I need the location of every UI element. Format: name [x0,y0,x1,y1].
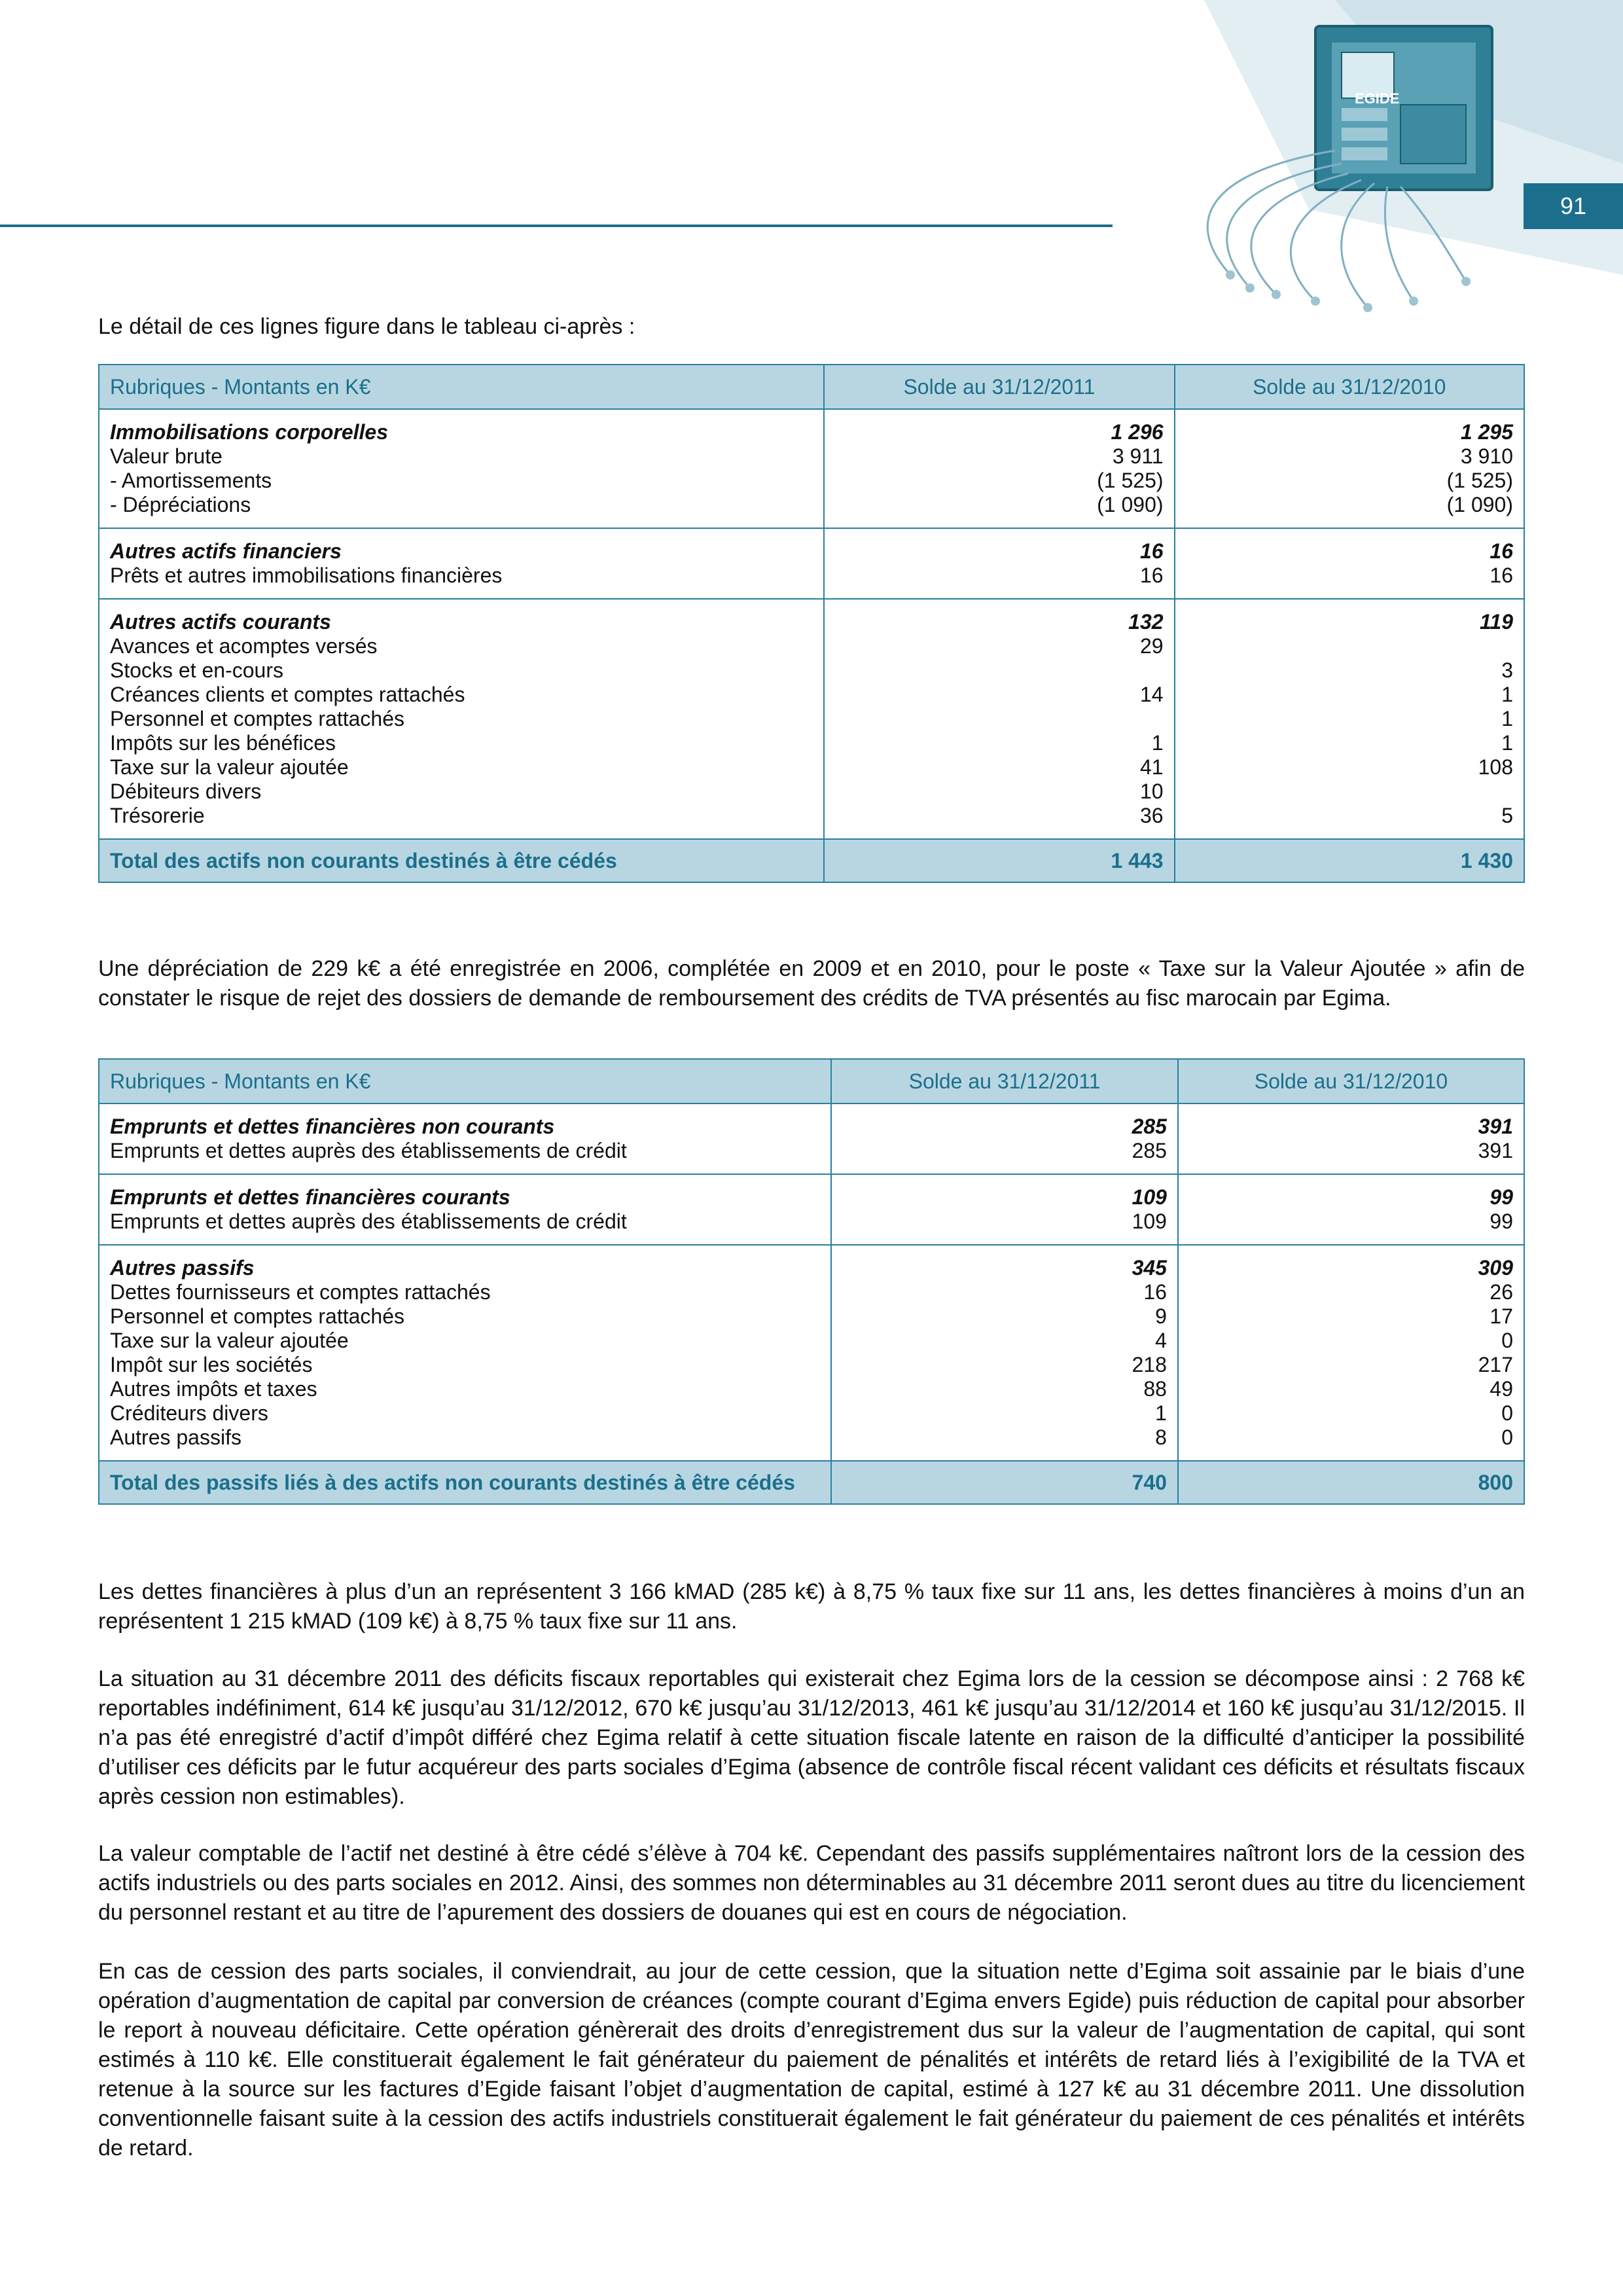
header-2010: Solde au 31/12/2010 [1178,1059,1524,1103]
section-values-2011 [824,409,1174,528]
section-values-2011 [824,528,1174,599]
row-label: Autres passifs [110,1426,241,1449]
row-value: 1 [1151,731,1164,755]
row-label: Valeur brute [110,444,223,468]
row-value: 0 [1501,1329,1513,1352]
row-value: 217 [1478,1353,1513,1376]
section-values-2011 [831,1245,1178,1461]
header-2011: Solde au 31/12/2011 [824,365,1174,409]
row-value: 218 [1132,1353,1167,1376]
header-illustration [1139,0,1623,327]
row-value: 99 [1489,1185,1513,1209]
header-2010: Solde au 31/12/2010 [1175,365,1524,409]
row-label: Autres actifs courants [110,610,331,634]
row-value: 345 [1132,1256,1167,1280]
row-value: 41 [1139,755,1164,779]
row-value: 88 [1143,1377,1167,1401]
section-values-2010 [1178,1103,1524,1174]
row-label: Taxe sur la valeur ajoutée [110,1329,349,1352]
section-labels [99,528,824,599]
row-value: 3 911 [1112,444,1164,468]
row-value: 17 [1489,1304,1513,1328]
row-label: Trésorerie [110,804,205,827]
header-rubriques: Rubriques - Montants en K€ [99,365,824,409]
row-label: Impôt sur les sociétés [110,1353,313,1376]
row-label: Personnel et comptes rattachés [110,1304,405,1328]
row-value: 1 [1501,707,1513,730]
row-label: Emprunts et dettes financières non courants [110,1115,555,1138]
row-value: 119 [1479,610,1513,634]
total-label: Total des passifs liés à des actifs non courants destinés à être cédés [99,1461,831,1504]
table-section [99,599,1524,839]
header-2011: Solde au 31/12/2011 [831,1059,1178,1103]
liabilities-table [98,1058,1525,1505]
row-label: Prêts et autres immobilisations financières [110,564,503,587]
row-value: 29 [1139,634,1164,658]
paragraph-share-sale: En cas de cession des parts sociales, il conviendrait, au jour de cette cession, que la situation nette d’Egima soit assainie par le biais d’une opération d’augmentation de capital par conversion de créances (compte courant d’Egima envers Egide) puis réduction de capital pour absorber le report à nouveau déficitaire. Cette opération génèrerait des droits d’enregistrement dus sur la valeur de l’augmentation de capital, qui sont estimés à 110 k€. Elle constituerait également le fait générateur du paiement de pénalités et intérêts de retard liés à l’exigibilité de la TVA et retenue à la source sur les factures d’Egide faisant l’objet d’augmentation de capital, estimé à 127 k€ au 31 décembre 2011. Une dissolution conventionnelle faisant suite à la cession des actifs industriels constituerait également le fait générateur du paiement de ces pénalités et intérêts de retard. [98,1959,1525,2161]
table-header-row [99,365,1524,409]
row-value: 391 [1478,1115,1513,1138]
section-labels [99,1103,831,1174]
row-value: 10 [1139,780,1164,803]
table-header-row [99,1059,1524,1103]
header-rubriques: Rubriques - Montants en K€ [99,1059,831,1103]
row-value: (1 525) [1097,469,1164,492]
row-value: (1 525) [1446,469,1513,492]
total-value-2011: 740 [831,1461,1178,1504]
row-value: 49 [1489,1377,1513,1401]
section-labels [99,409,824,528]
row-value: 3 910 [1460,444,1513,468]
row-value: 9 [1155,1304,1167,1328]
row-value: 1 [1501,731,1513,755]
row-label: Emprunts et dettes auprès des établissements de crédit [110,1139,627,1162]
intro-text: Le détail de ces lignes figure dans le tableau ci-après : [98,314,635,339]
row-value: 1 [1155,1401,1167,1425]
row-label: Dettes fournisseurs et comptes rattachés [110,1280,491,1304]
section-values-2011 [831,1103,1178,1174]
table-section [99,409,1524,528]
row-label: Débiteurs divers [110,780,262,803]
row-value: 109 [1132,1185,1167,1209]
row-value: 108 [1478,755,1513,779]
section-labels [99,1174,831,1245]
table-section [99,1245,1524,1461]
section-labels [99,1245,831,1461]
paragraph-financial-debts: Les dettes financières à plus d’un an représentent 3 166 kMAD (285 k€) à 8,75 % taux fixe sur 11 ans, les dettes financières à moins d’un an représentent 1 215 kMAD (109 k€) à 8,75 % taux fixe sur 11 ans. [98,1579,1525,1634]
row-value: (1 090) [1446,493,1513,516]
row-label: Autres actifs financiers [110,539,342,563]
row-label: Avances et acomptes versés [110,634,378,658]
row-value: 16 [1489,564,1513,587]
row-value: 285 [1132,1139,1167,1162]
row-label: Stocks et en-cours [110,658,283,682]
table-total-row [99,839,1524,882]
row-value [1186,634,1513,658]
table-section [99,1103,1524,1174]
row-value: 99 [1489,1210,1513,1233]
section-values-2010 [1178,1245,1524,1461]
section-values-2011 [831,1174,1178,1245]
page-number: 91 [1524,183,1623,229]
row-value: (1 090) [1097,493,1164,516]
total-value-2010: 800 [1178,1461,1524,1504]
row-value: 16 [1143,1280,1167,1304]
section-values-2010 [1178,1174,1524,1245]
row-value: 14 [1139,683,1164,706]
row-value: 309 [1478,1256,1513,1280]
row-value: 16 [1139,564,1164,587]
row-value: 0 [1501,1401,1513,1425]
row-label: Personnel et comptes rattachés [110,707,405,730]
row-label: Créances clients et comptes rattachés [110,683,465,706]
row-value: 1 [1501,683,1513,706]
row-label: Autres passifs [110,1256,255,1280]
row-value: 3 [1501,658,1513,682]
row-value: 16 [1489,539,1513,563]
row-value: 36 [1139,804,1164,827]
table-section [99,1174,1524,1245]
row-value: 285 [1132,1115,1167,1138]
header-rule [0,224,1113,227]
row-value: 109 [1132,1210,1167,1233]
row-value: 1 295 [1460,420,1513,444]
table-section [99,528,1524,599]
logo-text: EGIDE [1355,90,1400,107]
row-label: Autres impôts et taxes [110,1377,317,1401]
section-values-2011 [824,599,1174,839]
row-value: 26 [1489,1280,1513,1304]
section-values-2010 [1175,528,1524,599]
row-label: Immobilisations corporelles [110,420,388,444]
row-value: 132 [1128,610,1164,634]
total-value-2011: 1 443 [824,839,1174,882]
row-label: Emprunts et dettes financières courants [110,1185,510,1209]
paragraph-depreciation: Une dépréciation de 229 k€ a été enregistrée en 2006, complétée en 2009 et en 2010, pour le poste « Taxe sur la Valeur Ajoutée » afin de constater le risque de rejet des dossiers de demande de remboursement des crédits de TVA présentés au fisc marocain par Egima. [98,956,1525,1011]
row-value: 5 [1501,804,1513,827]
total-value-2010: 1 430 [1175,839,1524,882]
paragraph-tax-losses: La situation au 31 décembre 2011 des déficits fiscaux reportables qui existerait chez Egima lors de la cession se décompose ainsi : 2 768 k€ reportables indéfiniment, 614 k€ jusqu’au 31/12/2012, 670 k€ jusqu’au 31/12/2013, 461 k€ jusqu’au 31/12/2014 et 160 k€ jusqu’au 31/12/2015. Il n’a pas été enregistré d’actif d’impôt différé chez Egima relatif à cette situation fiscale latente en raison de la difficulté d’anticiper la possibilité d’utiliser ces déficits par le futur acquéreur des parts sociales d’Egima (absence de contrôle fiscal récent validant ces déficits et résultats fiscaux après cession non estimables). [98,1666,1525,1809]
row-value [1186,780,1513,804]
section-values-2010 [1175,409,1524,528]
row-value: 8 [1155,1426,1167,1449]
assets-table [98,364,1525,883]
section-values-2010 [1175,599,1524,839]
total-label: Total des actifs non courants destinés à être cédés [99,839,824,882]
row-label: - Dépréciations [110,493,251,516]
row-label: Impôts sur les bénéfices [110,731,336,755]
row-value: 16 [1139,539,1164,563]
row-value: 0 [1501,1426,1513,1449]
row-value: 1 296 [1111,420,1164,444]
section-labels [99,599,824,839]
table-total-row [99,1461,1524,1504]
row-value [835,707,1163,731]
row-value: 391 [1478,1139,1513,1162]
row-label: Taxe sur la valeur ajoutée [110,755,349,779]
paragraph-net-asset-value: La valeur comptable de l’actif net destiné à être cédé s’élève à 704 k€. Cependant des passifs supplémentaires naîtront lors de la cession des actifs industriels ou des parts sociales en 2012. Ainsi, des sommes non déterminables au 31 décembre 2011 seront dues au titre du licenciement du personnel restant et au titre de l’apurement des dossiers de douanes qui est en cours de négociation. [98,1841,1525,1925]
chip-illustration [1315,26,1492,190]
row-value: 4 [1155,1329,1167,1352]
row-label: Créditeurs divers [110,1401,268,1425]
row-label: - Amortissements [110,469,272,492]
row-label: Emprunts et dettes auprès des établissements de crédit [110,1210,627,1233]
row-value [835,658,1163,683]
